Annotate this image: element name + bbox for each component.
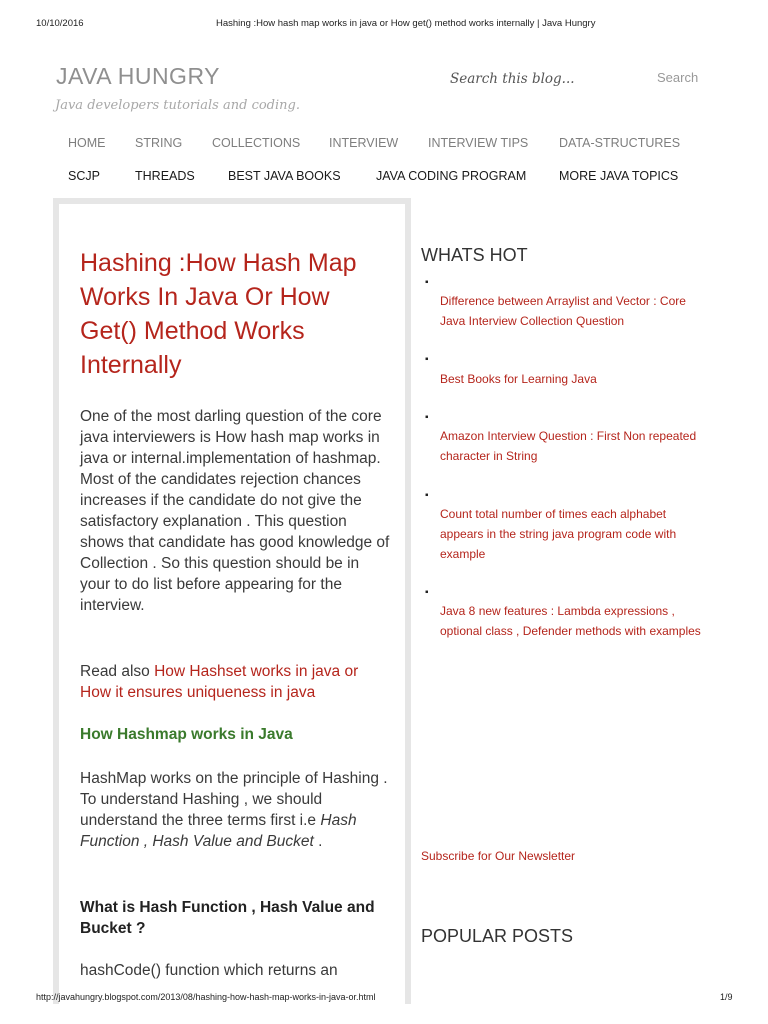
print-url: http://javahungry.blogspot.com/2013/08/hashing-how-hash-map-works-in-java-or.html bbox=[36, 992, 376, 1002]
bullet-icon: ▪ bbox=[425, 277, 429, 288]
principle-text: HashMap works on the principle of Hashing . To understand Hashing , we should understand the three terms first i.e bbox=[80, 770, 388, 829]
section-heading: How Hashmap works in Java bbox=[80, 726, 293, 743]
nav-collections[interactable]: COLLECTIONS bbox=[212, 136, 301, 150]
nav-threads[interactable]: THREADS bbox=[135, 169, 195, 183]
hot-item-link[interactable]: Count total number of times each alphabet appears in the string java program code with example bbox=[440, 507, 677, 561]
nav-interview[interactable]: INTERVIEW bbox=[329, 136, 399, 150]
nav-best-java-books[interactable]: BEST JAVA BOOKS bbox=[228, 169, 341, 183]
nav-data-structures[interactable]: DATA-STRUCTURES bbox=[559, 136, 681, 150]
bullet-icon: ▪ bbox=[425, 412, 429, 423]
hot-item-link[interactable]: Amazon Interview Question : First Non repeated character in String bbox=[440, 429, 697, 463]
page-number: 1/9 bbox=[720, 992, 733, 1002]
nav-home[interactable]: HOME bbox=[68, 136, 106, 150]
hot-item-link[interactable]: Difference between Arraylist and Vector : Core Java Interview Collection Question bbox=[440, 294, 686, 328]
bullet-icon: ▪ bbox=[425, 587, 429, 598]
nav-java-coding-program[interactable]: JAVA CODING PROGRAM bbox=[376, 169, 527, 183]
principle-paragraph bbox=[80, 768, 392, 852]
post-title: Hashing :How Hash Map Works In Java Or How Get() Method Works Internally bbox=[80, 249, 357, 379]
newsletter-link[interactable]: Subscribe for Our Newsletter bbox=[421, 849, 576, 863]
search-input[interactable] bbox=[448, 66, 632, 92]
popular-posts-title: POPULAR POSTS bbox=[421, 926, 574, 946]
site-title[interactable]: JAVA HUNGRY bbox=[56, 63, 220, 89]
hot-item-link[interactable]: Java 8 new features : Lambda expressions , optional class , Defender methods with examples bbox=[440, 604, 701, 638]
read-also-prefix: Read also bbox=[80, 663, 155, 680]
nav-interview-tips[interactable]: INTERVIEW TIPS bbox=[428, 136, 529, 150]
print-page-title: Hashing :How hash map works in java or How get() method works internally | Java Hungry bbox=[216, 18, 596, 29]
print-date: 10/10/2016 bbox=[36, 18, 84, 29]
nav-more-java-topics[interactable]: MORE JAVA TOPICS bbox=[559, 169, 679, 183]
bullet-icon: ▪ bbox=[425, 490, 429, 501]
hashcode-paragraph: hashCode() function which returns an bbox=[80, 962, 338, 979]
site-tagline: Java developers tutorials and coding. bbox=[55, 98, 300, 113]
post-intro: One of the most darling question of the core java interviewers is How hash map works in java or internal.implementation of hashmap. Most of the candidates rejection chances increases if the candidate do not give the satisfactory explanation . This question shows that candidate has good knowledge of Collection . So this question should be in your to do list before appearing for the interview. bbox=[80, 408, 390, 614]
principle-end: . bbox=[313, 833, 323, 850]
principle-terms: Hash Function , Hash Value and Bucket bbox=[80, 812, 357, 850]
subheading: What is Hash Function , Hash Value and Bucket ? bbox=[80, 899, 375, 937]
read-also bbox=[80, 661, 392, 703]
nav-scjp[interactable]: SCJP bbox=[68, 169, 100, 183]
whats-hot-title: WHATS HOT bbox=[421, 245, 528, 265]
read-also-link[interactable]: How Hashset works in java or How it ensures uniqueness in java bbox=[80, 663, 359, 701]
bullet-icon: ▪ bbox=[425, 354, 429, 365]
nav-string[interactable]: STRING bbox=[135, 136, 183, 150]
hot-item-link[interactable]: Best Books for Learning Java bbox=[440, 372, 597, 386]
search-button[interactable]: Search bbox=[657, 70, 699, 85]
